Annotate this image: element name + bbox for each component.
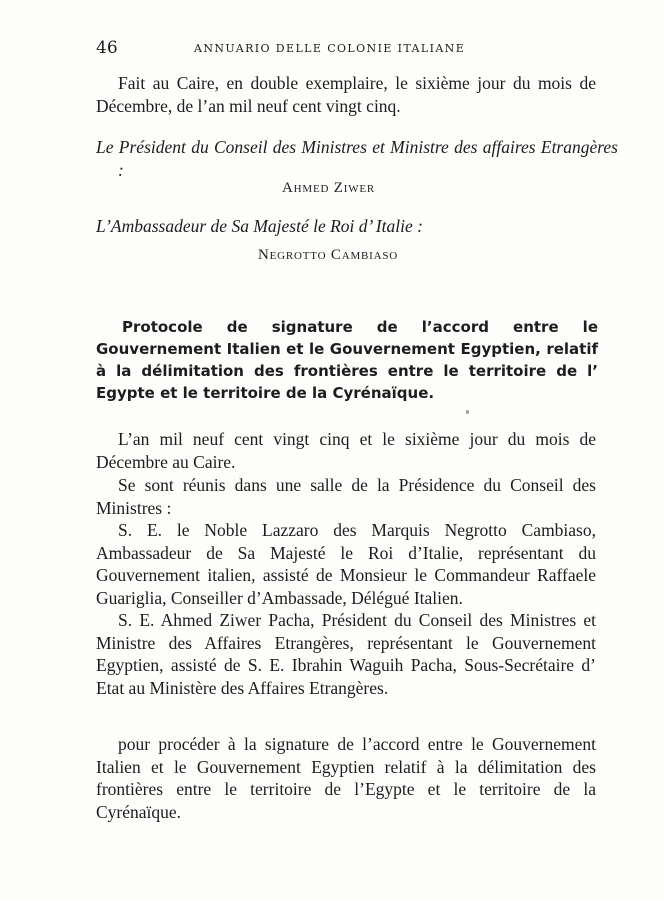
page-number: 46 (96, 38, 118, 58)
paragraph-italian-delegation: S. E. le Noble Lazzaro des Marquis Negrotto Cambiaso, Ambassadeur de Sa Majesté le Roi d’Italie, représentant du Gouvernement italien, assisté de Monsieur le Commandeur Raffaele Guariglia, Conseiller d’Ambassade, Délégué Italien. (96, 520, 596, 608)
paragraph-egyptian-delegation: S. E. Ahmed Ziwer Pacha, Président du Conseil des Ministres et Ministre des Affaires Etrangères, représentant le Gouvernement Egyptien, assisté de S. E. Ibrahin Waguih Pacha, Sous-Secrétaire d’ Etat au Ministère des Affaires Etrangères. (96, 610, 596, 698)
closing-paragraph: Fait au Caire, en double exemplaire, le sixième jour du mois de Décembre, de l’an mil neuf cent vingt cinq. (96, 73, 596, 116)
signatory-italy-name: Negrotto Cambiaso (258, 247, 399, 263)
signatory-italy-title: L’Ambassadeur de Sa Majesté le Roi d’ Italie : (96, 216, 423, 236)
signatory-egypt-name: Ahmed Ziwer (282, 180, 376, 196)
journal-title: ANNUARIO DELLE COLONIE ITALIANE (194, 42, 466, 55)
paragraph-meeting: Se sont réunis dans une salle de la Présidence du Conseil des Ministres : (96, 475, 596, 518)
paragraph-purpose: pour procéder à la signature de l’accord entre le Gouvernement Italien et le Gouvernement Egyptien relatif à la délimitation des frontières entre le territoire de l’Egypte et le territoire de la Cyrénaïque. (96, 734, 596, 822)
protocol-heading: Protocole de signature de l’accord entre le Gouvernement Italien et le Gouvernement Egyptien, relatif à la délimitation des frontières entre le territoire de l’ Egypte et le territoire de la Cyrénaïque. (96, 318, 598, 402)
running-head (96, 38, 596, 60)
ink-speck (466, 410, 469, 414)
signatory-egypt-title: Le Président du Conseil des Ministres et Ministre des affaires Etrangères : (96, 137, 618, 180)
paragraph-date-place: L’an mil neuf cent vingt cinq et le sixième jour du mois de Décembre au Caire. (96, 429, 596, 472)
